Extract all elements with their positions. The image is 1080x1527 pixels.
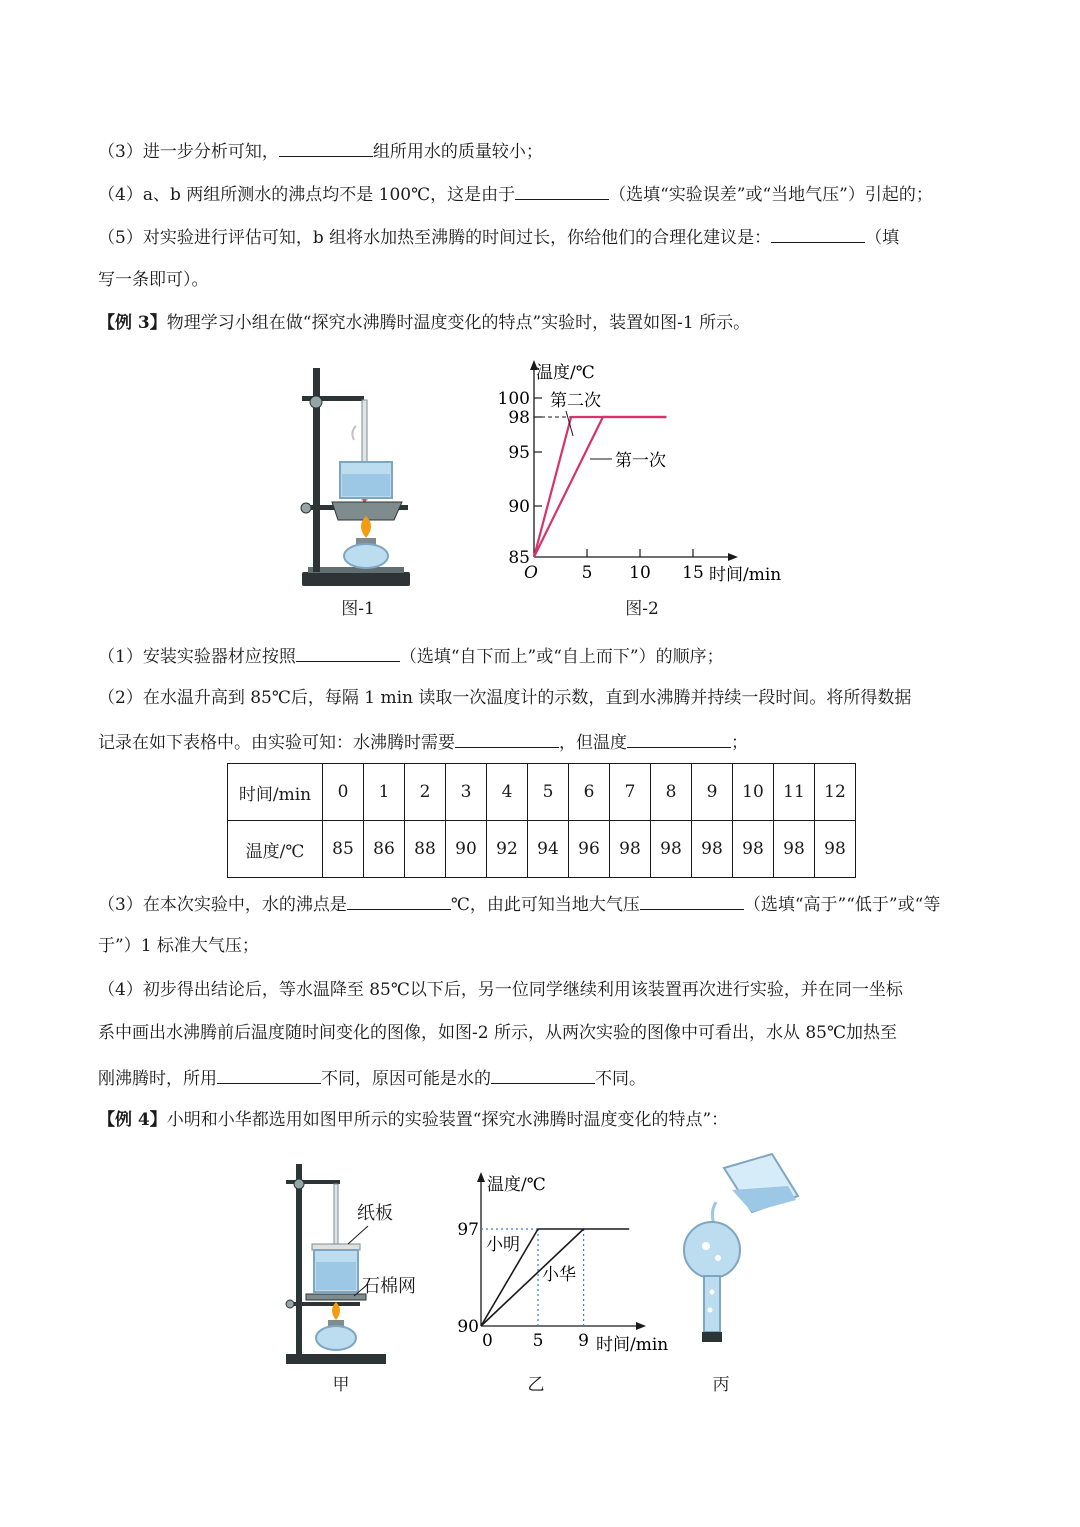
- answer-blank[interactable]: [771, 224, 865, 243]
- figure-bing-caption: 丙: [712, 1375, 730, 1395]
- y-tick-label: 97: [457, 1220, 479, 1240]
- table-cell: 92: [487, 821, 528, 878]
- table-cell: 10: [733, 764, 774, 821]
- bubble: [702, 1242, 710, 1250]
- series-label: 第一次: [615, 451, 666, 471]
- table-row-temp: [228, 821, 856, 878]
- answer-blank[interactable]: [640, 891, 744, 910]
- table-cell: 7: [610, 764, 651, 821]
- stopper: [702, 1332, 722, 1342]
- table-cell: 1: [364, 764, 405, 821]
- x-tick-label: 5: [581, 563, 593, 583]
- figure-jia-caption: 甲: [332, 1375, 350, 1395]
- table-cell: 86: [364, 821, 405, 878]
- series-label: 第二次: [550, 391, 601, 411]
- figure-2-caption: 图-2: [625, 599, 659, 619]
- figure-bing-flask: [676, 1150, 806, 1354]
- figure-1-apparatus: [296, 362, 416, 594]
- label-paperboard: 纸板: [357, 1203, 393, 1224]
- figure-1-caption: 图-1: [341, 599, 375, 619]
- x-axis-arrow: [728, 553, 738, 561]
- asbestos-gauze: [306, 1294, 366, 1300]
- ex3-q4-cont: 系中画出水沸腾前后温度随时间变化的图像，如图-2 所示，从两次实验的图像中可看出，水从 85℃加热至: [98, 1023, 898, 1043]
- x-axis-arrow: [636, 1322, 646, 1330]
- table-cell: 96: [569, 821, 610, 878]
- clamp-knob: [310, 396, 322, 408]
- ex3-q4: （4）初步得出结论后，等水温降至 85℃以下后，另一位同学继续利用该装置再次进行实验，并在同一坐标: [98, 980, 903, 1000]
- ring-knob: [286, 1300, 294, 1308]
- answer-blank[interactable]: [491, 1065, 595, 1084]
- paperboard-leader: [348, 1226, 368, 1244]
- series-label: 小华: [542, 1265, 576, 1285]
- y-axis-label: 温度/℃: [536, 363, 595, 383]
- y-axis-label: 温度/℃: [487, 1175, 546, 1195]
- figure-yi-chart: [448, 1168, 688, 1362]
- bubble: [708, 1308, 713, 1313]
- answer-blank[interactable]: [627, 729, 731, 748]
- table-cell: 4: [487, 764, 528, 821]
- stand-rod: [296, 1164, 302, 1356]
- y-tick-label: 95: [508, 443, 530, 463]
- clamp-knob: [294, 1179, 304, 1189]
- pouring-water: [732, 1186, 796, 1212]
- table-cell: 6: [569, 764, 610, 821]
- y-tick-label: 90: [508, 497, 530, 517]
- y-tick-label: 90: [457, 1317, 479, 1337]
- ex3-q3: （3）在本次实验中，水的沸点是 ℃，由此可知当地大气压 （选填“高于”“低于”或“等: [98, 891, 940, 917]
- alcohol-lamp: [344, 544, 388, 568]
- answer-blank[interactable]: [296, 643, 400, 662]
- flask-bulb: [684, 1222, 740, 1278]
- beaker-water: [316, 1262, 356, 1290]
- origin-label: O: [524, 563, 538, 583]
- ex3-q2: （2）在水温升高到 85℃后，每隔 1 min 读取一次温度计的示数，直到水沸腾并持续一段时间。将所得数据: [98, 688, 912, 708]
- table-cell: 2: [405, 764, 446, 821]
- stand-base-top: [308, 567, 404, 573]
- stand-base: [302, 572, 410, 586]
- bubble: [715, 1255, 721, 1261]
- ex3-q1: （1）安装实验器材应按照 （选填“自下而上”或“自上而下”）的顺序；: [98, 643, 724, 669]
- answer-blank[interactable]: [279, 138, 373, 157]
- x-tick-label: 10: [629, 563, 651, 583]
- example-label: 【例 4】: [98, 1110, 167, 1130]
- series-line: [534, 417, 667, 557]
- steam: [352, 426, 356, 440]
- table-row-time: [228, 764, 856, 821]
- x-tick-label: 15: [682, 563, 704, 583]
- figure-2-chart: [498, 358, 788, 592]
- y-tick-label: 85: [508, 548, 530, 568]
- table-cell: 12: [815, 764, 856, 821]
- label-asbestos-gauze: 石棉网: [362, 1276, 416, 1297]
- y-axis-arrow: [477, 1172, 485, 1182]
- ring-arm: [286, 1302, 360, 1306]
- table-cell: 98: [651, 821, 692, 878]
- x-tick-label: 5: [532, 1331, 544, 1351]
- table-cell: 94: [528, 821, 569, 878]
- ring-knob: [301, 503, 311, 513]
- table-cell: 98: [733, 821, 774, 878]
- table-cell: 0: [323, 764, 364, 821]
- table-cell: 88: [405, 821, 446, 878]
- alcohol-lamp: [316, 1326, 356, 1350]
- water-stream: [712, 1202, 716, 1224]
- table-cell: 9: [692, 764, 733, 821]
- ex3-q3-cont: 于”）1 标准大气压；: [98, 936, 259, 956]
- origin-label: 0: [482, 1331, 493, 1351]
- example-label: 【例 3】: [98, 313, 167, 333]
- table-cell: 11: [774, 764, 815, 821]
- beaker-water: [342, 474, 390, 496]
- answer-blank[interactable]: [455, 729, 559, 748]
- flask-neck: [704, 1276, 720, 1332]
- x-tick-label: 9: [578, 1331, 590, 1351]
- figure-yi-caption: 乙: [527, 1375, 545, 1395]
- q-prev-4: （4）a、b 两组所测水的沸点均不是 100℃，这是由于 （选填“实验误差”或“当地气压”）引起的；: [98, 181, 933, 207]
- y-tick-label: 98: [508, 408, 530, 428]
- x-axis-label: 时间/min: [596, 1335, 669, 1355]
- table-cell: 5: [528, 764, 569, 821]
- table-cell: 3: [446, 764, 487, 821]
- series-label: 小明: [486, 1235, 520, 1255]
- answer-blank[interactable]: [515, 181, 609, 200]
- example-3-intro: 【例 3】物理学习小组在做“探究水沸腾时温度变化的特点”实验时，装置如图-1 所示。: [98, 313, 751, 333]
- table-cell: 98: [610, 821, 651, 878]
- x-axis-label: 时间/min: [709, 565, 782, 585]
- answer-blank[interactable]: [217, 1065, 321, 1084]
- table-cell: 8: [651, 764, 692, 821]
- example-4-intro: 【例 4】小明和小华都选用如图甲所示的实验装置“探究水沸腾时温度变化的特点”：: [98, 1110, 729, 1130]
- table-cell: 85: [323, 821, 364, 878]
- q-prev-5-cont: 写一条即可）。: [98, 270, 209, 290]
- table-header-time: 时间/min: [228, 764, 323, 821]
- bubble: [710, 1290, 715, 1295]
- q-prev-5: （5）对实验进行评估可知，b 组将水加热至沸腾的时间过长，你给他们的合理化建议是： （填: [98, 224, 899, 250]
- table-cell: 98: [815, 821, 856, 878]
- series-line: [534, 417, 667, 557]
- table-cell: 90: [446, 821, 487, 878]
- data-table: [227, 763, 856, 878]
- table-cell: 98: [692, 821, 733, 878]
- ex3-q2-cont: 记录在如下表格中。由实验可知：水沸腾时需要 ，但温度 ；: [98, 729, 748, 755]
- y-tick-label: 100: [498, 389, 530, 409]
- answer-blank[interactable]: [347, 891, 451, 910]
- table-cell: 98: [774, 821, 815, 878]
- ex3-q4-cont2: 刚沸腾时，所用 不同，原因可能是水的 不同。: [98, 1065, 646, 1091]
- table-header-temp: 温度/℃: [228, 821, 323, 878]
- q-prev-3: （3）进一步分析可知， 组所用水的质量较小；: [98, 138, 543, 164]
- figure-jia-apparatus: [282, 1158, 432, 1372]
